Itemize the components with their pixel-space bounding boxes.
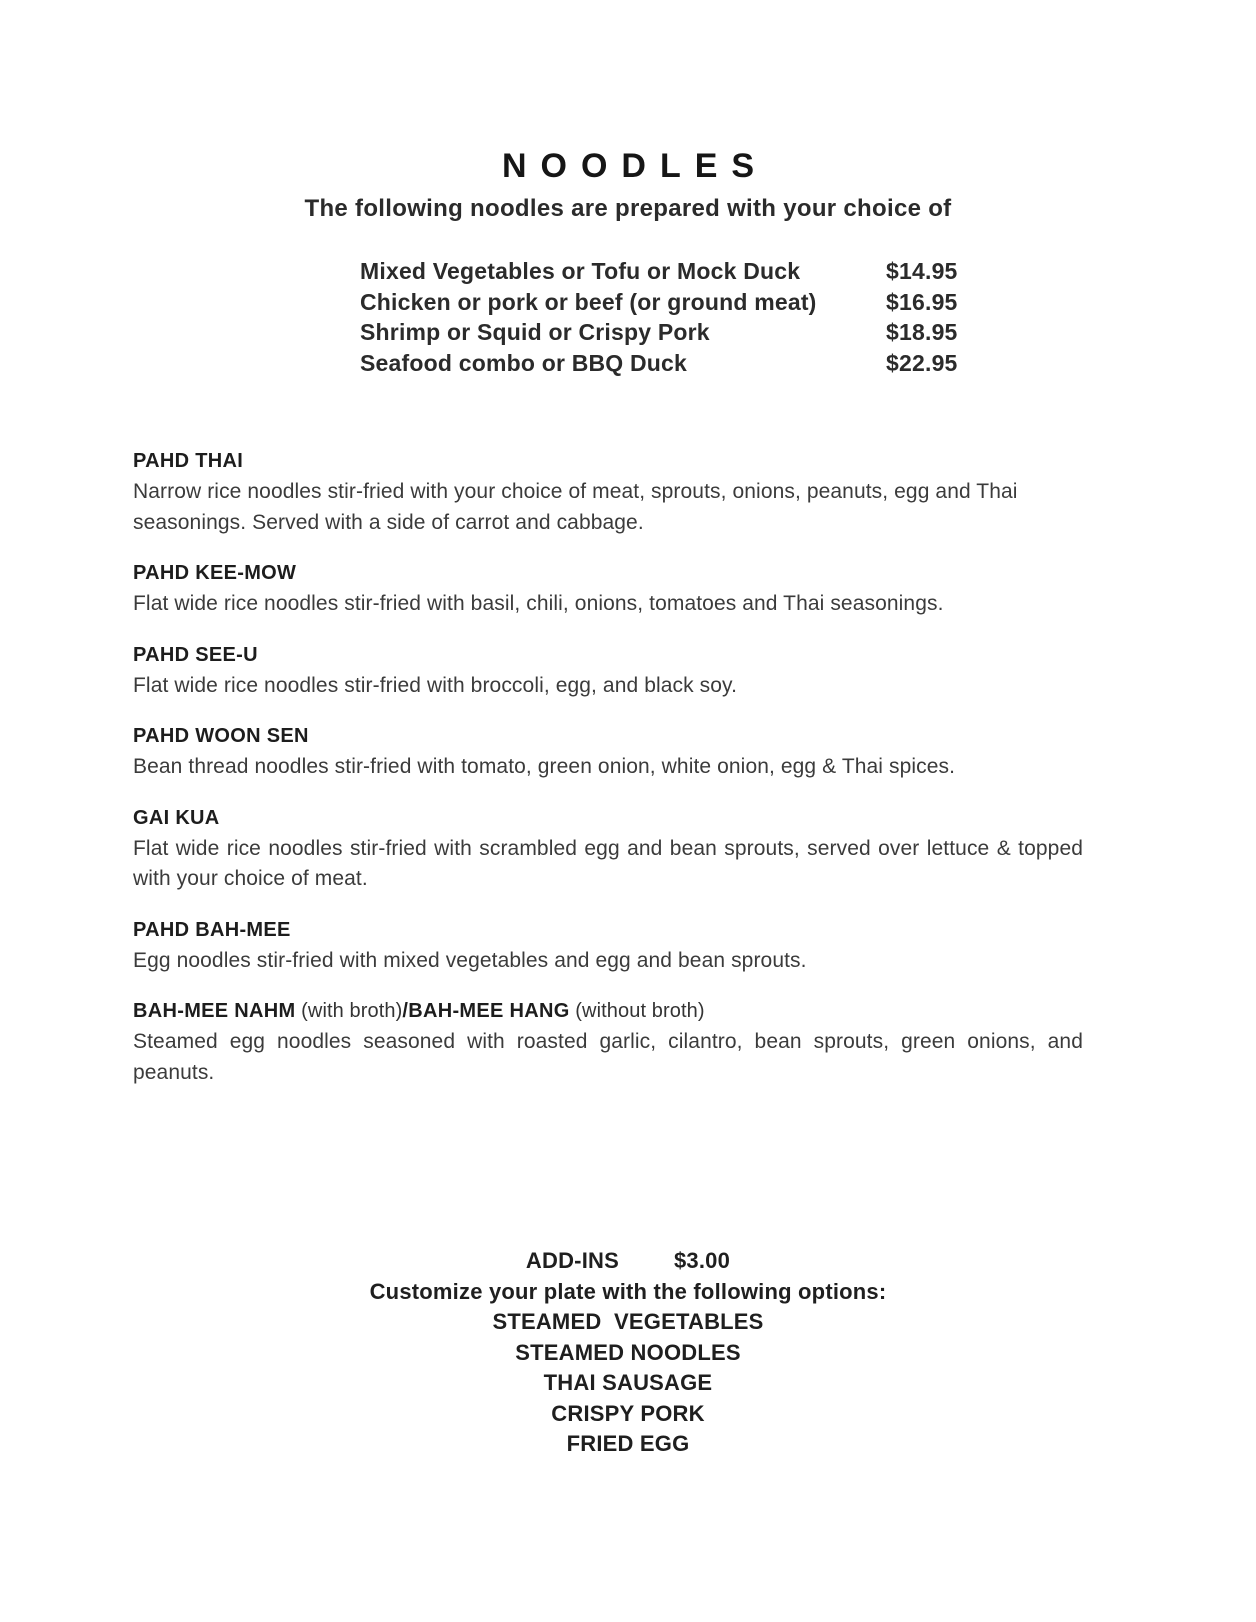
menu-items-list xyxy=(133,446,1083,1088)
protein-choice-label: Mixed Vegetables or Tofu or Mock Duck xyxy=(360,258,801,284)
menu-item-description: Narrow rice noodles stir-fried with your choice of meat, sprouts, onions, peanuts, egg and Thai seasonings. Served with a side of carrot and cabbage. xyxy=(133,480,1018,534)
menu-item-name xyxy=(133,996,1083,1027)
menu-item-description: Bean thread noodles stir-fried with tomato, green onion, white onion, egg & Thai spices. xyxy=(133,755,956,778)
protein-choice-row xyxy=(360,317,1000,348)
menu-item-description: Flat wide rice noodles stir-fried with basil, chili, onions, tomatoes and Thai seasonings. xyxy=(133,592,944,615)
protein-choice-price: $22.95 xyxy=(886,349,958,376)
menu-item-pahd-thai xyxy=(133,446,1083,538)
protein-choice-label: Chicken or pork or beef (or ground meat) xyxy=(360,288,817,315)
menu-item-description: Flat wide rice noodles stir-fried with scrambled egg and bean sprouts, served over lettuce & topped with your choice of meat. xyxy=(133,836,1083,890)
menu-item-gai-kua xyxy=(133,803,1083,895)
menu-item-name: PAHD WOON SEN xyxy=(133,725,309,747)
protein-choice-row xyxy=(360,287,1000,318)
addins-price: $3.00 xyxy=(674,1248,731,1273)
protein-choice-label: Seafood combo or BBQ Duck xyxy=(360,349,688,376)
menu-item-pahd-kee-mow xyxy=(133,558,1083,620)
menu-item-name: PAHD SEE-U xyxy=(133,643,258,666)
addins-option: THAI SAUSAGE xyxy=(543,1370,713,1395)
protein-choices-table xyxy=(360,256,1000,378)
menu-item-name-part: /BAH-MEE HANG xyxy=(402,1000,570,1022)
addins-heading-line xyxy=(0,1246,1256,1277)
menu-item-name: PAHD BAH-MEE xyxy=(133,918,291,941)
menu-item-name: PAHD THAI xyxy=(133,450,244,472)
addins-subheading: Customize your plate with the following options: xyxy=(369,1278,887,1304)
page-title: NOODLES xyxy=(501,147,769,185)
menu-item-pahd-woon-sen xyxy=(133,721,1083,783)
addins-option: FRIED EGG xyxy=(566,1431,690,1456)
addins-option: STEAMED VEGETABLES xyxy=(492,1309,764,1334)
addins-option: STEAMED NOODLES xyxy=(515,1339,741,1365)
menu-item-name-part: (without broth) xyxy=(569,1000,705,1022)
protein-choice-row xyxy=(360,348,1000,379)
menu-item-name-part: BAH-MEE NAHM xyxy=(133,1000,296,1022)
addins-heading: ADD-INS xyxy=(525,1248,619,1273)
protein-choice-price: $16.95 xyxy=(886,288,958,315)
menu-item-description: Steamed egg noodles seasoned with roasted garlic, cilantro, bean sprouts, green onions, and peanuts. xyxy=(133,1030,1083,1084)
menu-item-description: Egg noodles stir-fried with mixed vegetables and egg and bean sprouts. xyxy=(133,948,807,972)
menu-item-pahd-see-u xyxy=(133,640,1083,702)
addins-section xyxy=(0,1246,1256,1460)
protein-choice-row xyxy=(360,256,1000,287)
addins-option: CRISPY PORK xyxy=(551,1400,705,1426)
page-subtitle: The following noodles are prepared with your choice of xyxy=(304,195,952,222)
protein-choice-price: $18.95 xyxy=(886,319,958,345)
protein-choice-label: Shrimp or Squid or Crispy Pork xyxy=(360,319,710,345)
menu-item-pahd-bah-mee xyxy=(133,915,1083,977)
menu-item-name: GAI KUA xyxy=(133,806,220,829)
protein-choice-price: $14.95 xyxy=(886,258,958,284)
menu-item-bah-mee-nahm-hang xyxy=(133,996,1083,1088)
menu-item-name: PAHD KEE-MOW xyxy=(133,562,297,584)
menu-item-name-part: (with broth) xyxy=(295,1000,403,1022)
menu-item-description: Flat wide rice noodles stir-fried with broccoli, egg, and black soy. xyxy=(133,673,738,697)
